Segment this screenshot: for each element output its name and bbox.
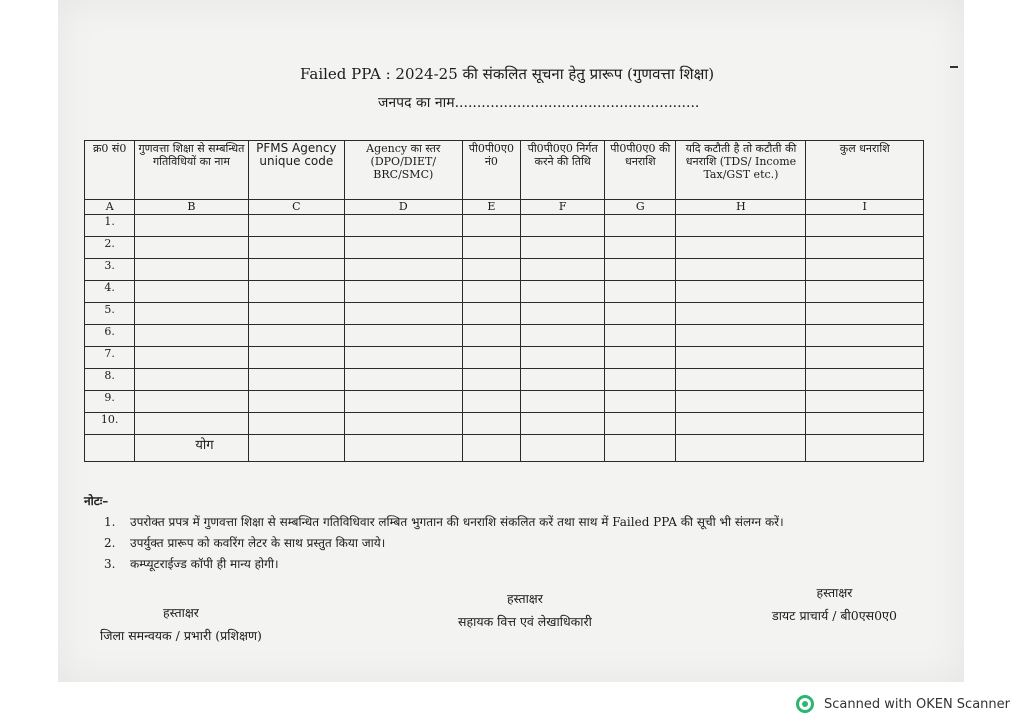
scanner-logo-icon [796,695,814,713]
ppa-form-table [84,140,924,462]
col-header-ppa-date: पी0पी0ए0 निर्गत करने की तिथि [521,141,605,200]
page-mark [950,66,958,68]
table-row [85,259,924,281]
col-header-pfms-code: PFMS Agency unique code [248,141,344,200]
row-number: 8. [85,369,135,391]
col-letter: G [605,200,676,215]
note-item [104,555,784,572]
total-label: योग [135,435,248,462]
col-header-deduction: यदि कटौती है तो कटौती की धनराशि (TDS/ Income Tax/GST etc.) [676,141,806,200]
col-header-agency-level: Agency का स्तर (DPO/DIET/ BRC/SMC) [345,141,462,200]
col-header-activity: गुणवत्ता शिक्षा से सम्बन्धित गतिविधियों का नाम [135,141,248,200]
scanner-watermark [796,695,1010,713]
row-number: 1. [85,215,135,237]
note-item [104,513,784,530]
col-letter: B [135,200,248,215]
row-number: 9. [85,391,135,413]
row-number: 3. [85,259,135,281]
signature-block-diet-principal [772,584,897,624]
table-body [85,215,924,462]
scanner-text: Scanned with OKEN Scanner [824,696,1010,712]
document-title: Failed PPA : 2024-25 की संकलित सूचना हेतु प्रारूप (गुणवत्ता शिक्षा) [300,65,715,83]
col-header-serial: क्र0 सं0 [85,141,135,200]
col-header-ppa-amount: पी0पी0ए0 की धनराशि [605,141,676,200]
row-number: 5. [85,303,135,325]
header-row [85,141,924,200]
row-number: 4. [85,281,135,303]
note-text: कम्प्यूटराईज्ड कॉपी ही मान्य होगी। [130,557,279,571]
table-row [85,325,924,347]
table-row [85,391,924,413]
row-number: 6. [85,325,135,347]
signature-label: हस्ताक्षर [162,605,199,620]
table-row [85,215,924,237]
notes-list [84,513,784,572]
note-item [104,534,784,551]
col-letter: D [345,200,462,215]
col-letter: H [676,200,806,215]
table-row [85,413,924,435]
table-row [85,237,924,259]
row-number: 7. [85,347,135,369]
col-header-total-amount: कुल धनराशि [806,141,924,200]
note-number: 3. [104,557,116,571]
table-row [85,369,924,391]
table-row [85,303,924,325]
district-name-line: जनपद का नाम....................................................... [378,95,700,111]
letter-row [85,200,924,215]
signature-title: जिला समन्वयक / प्रभारी (प्रशिक्षण) [100,628,262,643]
table-row [85,347,924,369]
note-text: उपरोक्त प्रपत्र में गुणवत्ता शिक्षा से सम्बन्धित गतिविधिवार लम्बित भुगतान की धनराशि संकलित करें तथा साथ में Failed PPA की सूची भी संलग्न करें। [130,515,784,529]
signature-title: डायट प्राचार्य / बी0एस0ए0 [772,608,897,623]
signature-block-district-coordinator [100,604,262,644]
col-letter: E [462,200,521,215]
note-text: उपर्युक्त प्रारूप को कवरिंग लेटर के साथ प्रस्तुत किया जाये। [130,536,386,550]
notes-heading: नोटः– [84,494,109,508]
signature-block-finance-officer [458,590,592,630]
total-row [85,435,924,462]
notes-section [84,492,784,572]
note-number: 2. [104,536,116,550]
row-number: 10. [85,413,135,435]
signature-label: हस्ताक्षर [506,591,543,606]
col-letter: A [85,200,135,215]
col-letter: F [521,200,605,215]
col-letter: I [806,200,924,215]
col-header-ppa-no: पी0पी0ए0 नं0 [462,141,521,200]
note-number: 1. [104,515,116,529]
signature-label: हस्ताक्षर [816,585,853,600]
table-row [85,281,924,303]
col-letter: C [248,200,344,215]
signature-title: सहायक वित्त एवं लेखाधिकारी [458,614,592,629]
row-number: 2. [85,237,135,259]
